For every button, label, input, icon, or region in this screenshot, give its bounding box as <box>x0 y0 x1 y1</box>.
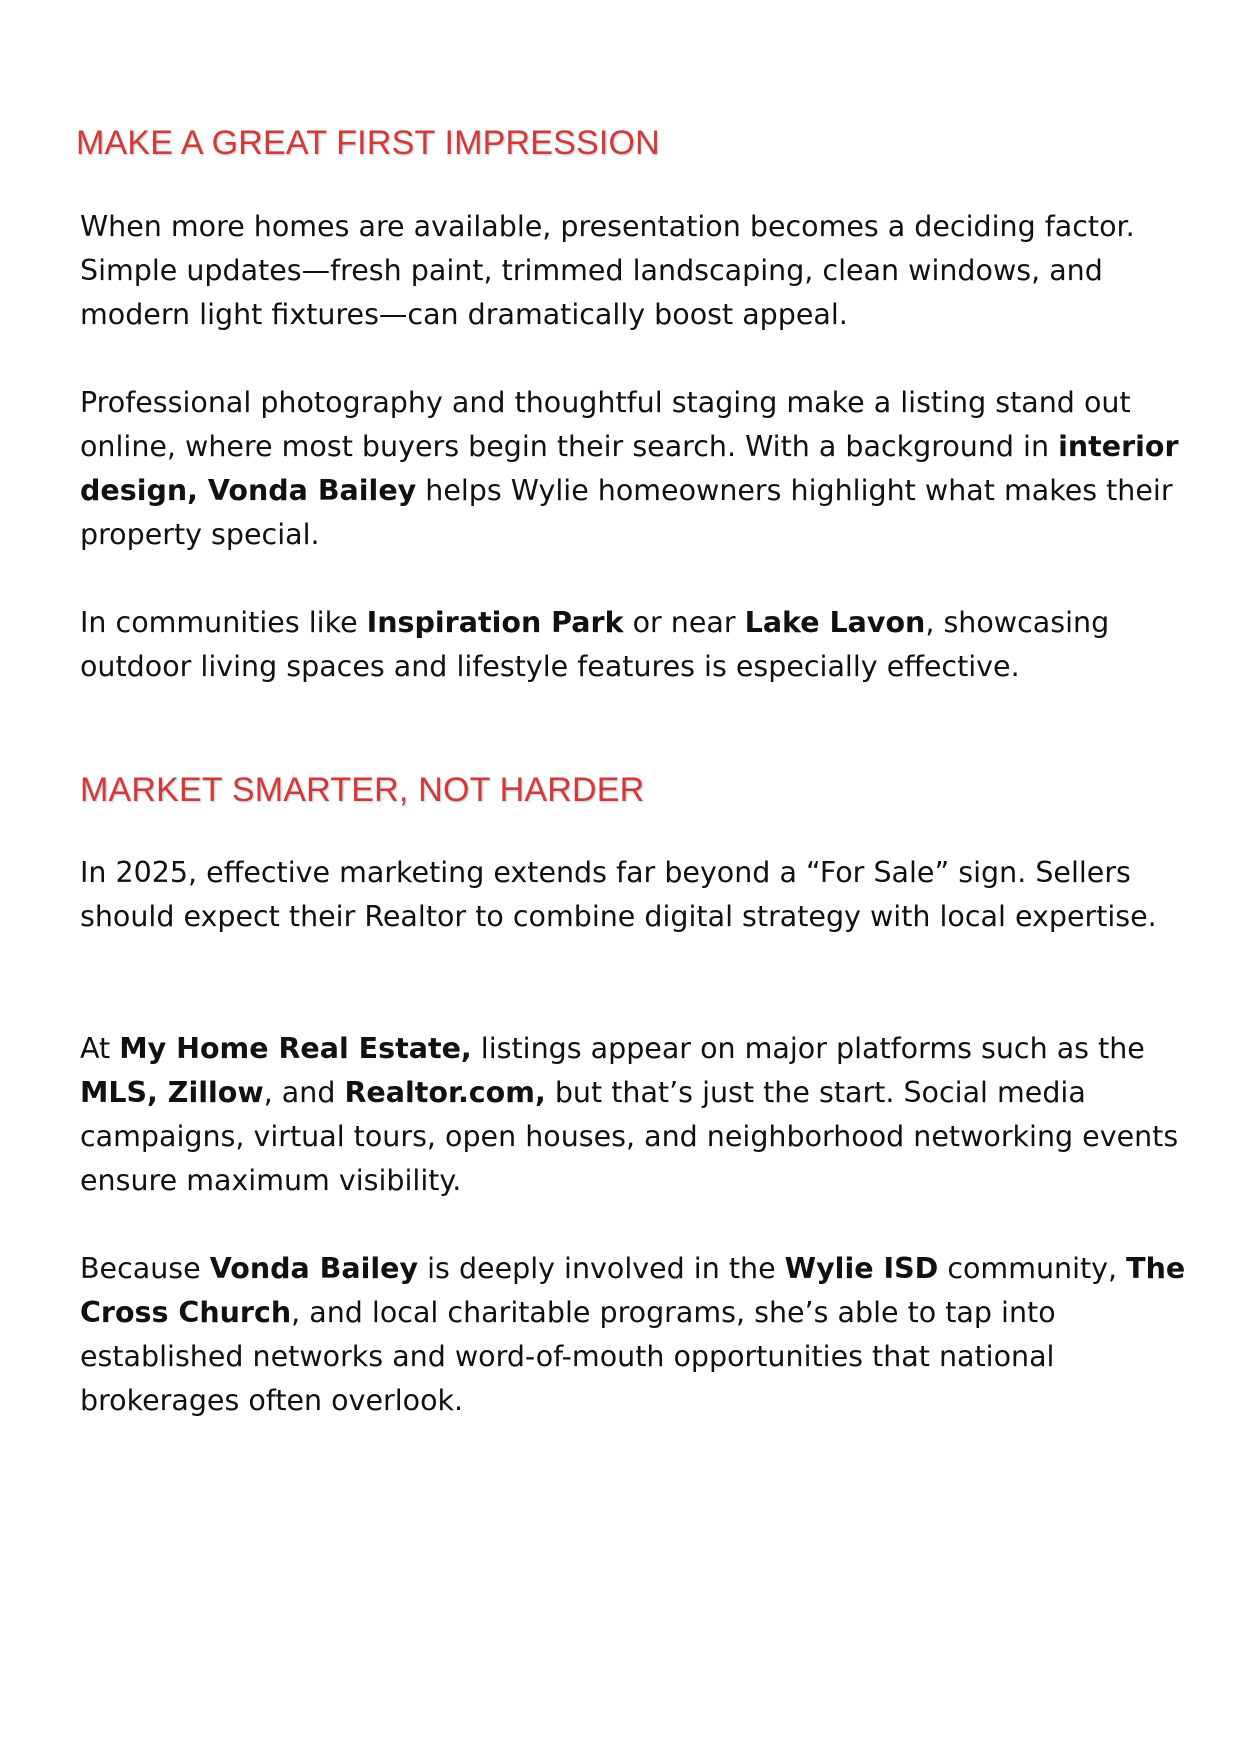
paragraph-communities <box>80 601 1190 689</box>
section-heading-market-smarter: MARKET SMARTER, NOT HARDER <box>80 771 645 809</box>
paragraph-text: In 2025, effective marketing extends far beyond a “For Sale” sign. Sellers should expect their Realtor to combine digital strategy with local expertise. <box>80 856 1157 933</box>
bold-phrase: Wylie ISD <box>784 1252 939 1285</box>
paragraph-text: or near <box>623 606 745 639</box>
paragraph-text: When more homes are available, presentation becomes a deciding factor. Simple updates—fresh paint, trimmed landscaping, clean windows, and modern light fixtures—can dramatically boost appeal. <box>80 210 1135 331</box>
bold-phrase: Lake Lavon <box>744 606 926 639</box>
bold-phrase: interior design, Vonda Bailey <box>80 430 1179 507</box>
paragraph-community-involvement <box>80 1247 1190 1423</box>
bold-phrase: MLS, Zillow <box>80 1076 264 1109</box>
paragraph-text: community, <box>938 1252 1127 1285</box>
bold-phrase: Vonda Bailey <box>209 1252 419 1285</box>
bold-phrase: Inspiration Park <box>366 606 624 639</box>
paragraph-text: but that’s just the start. Social media campaigns, virtual tours, open houses, and neighborhood networking events ensure maximum visibility. <box>80 1076 1179 1197</box>
paragraph-text: , showcasing outdoor living spaces and lifestyle features is especially effective. <box>80 606 1110 683</box>
paragraph-text: , and <box>263 1076 345 1109</box>
paragraph-text: At <box>80 1032 120 1065</box>
bold-phrase: Realtor.com, <box>344 1076 546 1109</box>
paragraph-text: In communities like <box>80 606 367 639</box>
paragraph-photography-staging <box>80 381 1190 557</box>
paragraph-text: is deeply involved in the <box>418 1252 785 1285</box>
paragraph-listing-platforms <box>80 1027 1190 1203</box>
paragraph-text: , and local charitable programs, she’s able to tap into established networks and word-of-mouth opportunities that national brokerages often overlook. <box>80 1296 1056 1417</box>
paragraph-text: Professional photography and thoughtful staging make a listing stand out online, where most buyers begin their search. With a background in <box>80 386 1131 463</box>
bold-phrase: The Cross Church <box>80 1252 1186 1329</box>
paragraph-presentation <box>80 205 1190 337</box>
bold-phrase: My Home Real Estate, <box>119 1032 472 1065</box>
paragraph-effective-marketing <box>80 851 1190 939</box>
paragraph-text: helps Wylie homeowners highlight what makes their property special. <box>80 474 1173 551</box>
paragraph-text: listings appear on major platforms such as the <box>471 1032 1145 1065</box>
section-heading-first-impression: MAKE A GREAT FIRST IMPRESSION <box>76 124 660 162</box>
paragraph-text: Because <box>80 1252 210 1285</box>
